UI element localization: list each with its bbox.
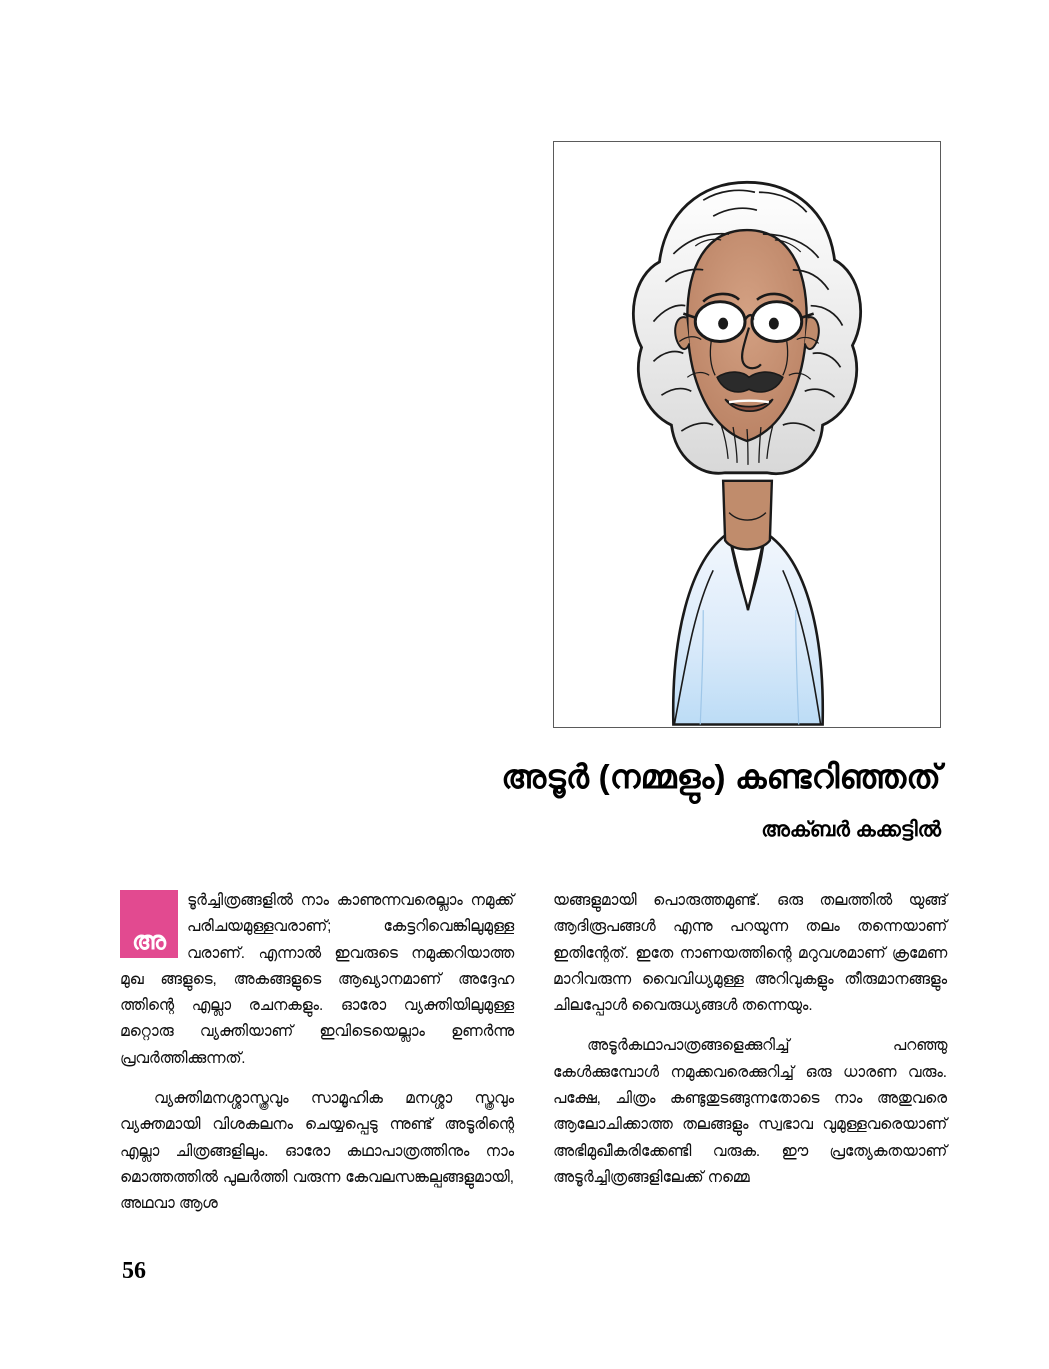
body-column-right [553,888,947,1205]
paragraph-left-1 [120,888,514,1072]
article-author: അക്ബർ കക്കട്ടിൽ [761,818,941,841]
article-title: അടൂർ (നമ്മളും) കണ്ടറിഞ്ഞത് [501,758,941,795]
dropcap-badge: അ [120,890,178,958]
body-column-left [120,888,514,1232]
paragraph-left-2: വ്യക്തിമനശ്ശാസ്ത്രവും സാമൂഹിക മനശ്ശാ സ്ത്രവും വ്യക്തമായി വിശകലനം ചെയ്യപ്പെടു ന്നുണ്ട് അടൂരിന്റെ എല്ലാ ചിത്രങ്ങളിലും. ഓരോ കഥാപാത്രത്തിനും നാം മൊത്തത്തിൽ പുലർത്തി വരുന്ന കേവലസങ്കല്പങ്ങളുമായി, അഥവാ ആശ [120,1090,514,1213]
page-number: 56 [122,1258,146,1284]
caricature-portrait-icon [554,142,940,727]
paragraph-right-1: യങ്ങളുമായി പൊരുത്തമുണ്ട്. ഒരു തലത്തിൽ യുങ്ങ് ആദിരൂപങ്ങൾ എന്നു പറയുന്ന തലം തന്നെയാണ് ഇതിന്റേത്. ഇതേ നാണയത്തിന്റെ മറുവശമാണ് ക്രമേണ മാറിവരുന്ന വൈവിധ്യമുള്ള അറിവുകളും തീരുമാനങ്ങളും ചിലപ്പോൾ വൈരുധ്യങ്ങൾ തന്നെയും. [553,892,947,1015]
article-illustration [553,141,941,728]
paragraph-right-2: അടൂർകഥാപാത്രങ്ങളെക്കുറിച്ച് പറഞ്ഞു കേൾക്കുമ്പോൾ നമുക്കവരെക്കുറിച്ച് ഒരു ധാരണ വരും. പക്ഷേ, ചിത്രം കണ്ടുതുടങ്ങുന്നതോടെ നാം അതുവരെ ആലോചിക്കാത്ത തലങ്ങളും സ്വഭാവ വുമുള്ളവരെയാണ് അഭിമുഖീകരിക്കേണ്ടി വരുക. ഈ പ്രത്യേകതയാണ് അടൂർച്ചിത്രങ്ങളിലേക്ക് നമ്മെ [553,1037,947,1186]
paragraph-left-1-text: ടൂർച്ചിത്രങ്ങളിൽ നാം കാണുന്നവരെല്ലാം നമുക്ക് പരിചയമുള്ളവരാണ്; കേട്ടറിവെങ്കിലുമുള്ള വരാണ്. എന്നാൽ ഇവരുടെ നമുക്കറിയാത്ത മുഖ ങ്ങളുടെ, അകങ്ങളുടെ ആഖ്യാനമാണ് അദ്ദേഹ ത്തിന്റെ എല്ലാ രചനകളും. ഓരോ വ്യക്തിയിലുമുള്ള മറ്റൊരു വ്യക്തിയാണ് ഇവിടെയെല്ലാം ഉണർന്നു പ്രവർത്തിക്കുന്നത്. [120,892,514,1067]
